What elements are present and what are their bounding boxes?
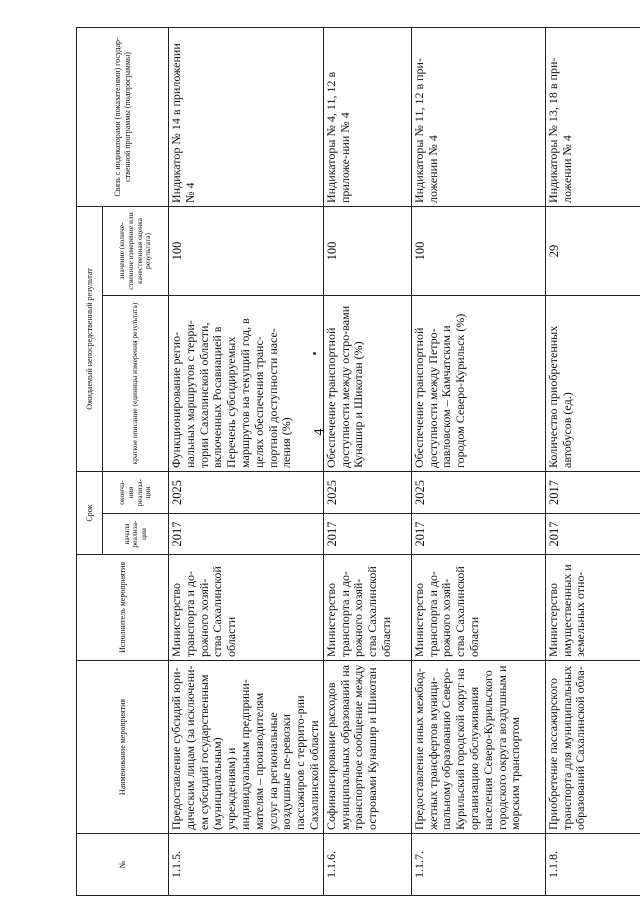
row-end-year: 2025	[323, 471, 411, 513]
row-number: 1.1.7.	[411, 834, 545, 896]
row-end-year: 2025	[169, 471, 324, 513]
measures-table	[76, 27, 640, 896]
row-end-year: 2017	[545, 471, 640, 513]
table-row	[323, 27, 411, 895]
table-row	[545, 27, 640, 895]
header-executor: Исполнитель мероприятия	[77, 555, 169, 661]
row-result-value: 29	[545, 206, 640, 295]
header-expected-result: Ожидаемый непосредственный результат	[77, 206, 103, 471]
row-indicator-link: Индикаторы № 13, 18 в при-ложении № 4	[545, 27, 640, 206]
row-indicator-link: Индикаторы № 4, 11, 12 в приложе-нии № 4	[323, 27, 411, 206]
row-result-description: Функционирование регио-нальных маршрутов с терри-тории Сахалинской области, включенных Росавиацией в Перечень субсидируемых маршрутов на текущий год, в целях обеспечения транс-портной доступности насе-ления (%)	[169, 295, 324, 471]
row-end-year: 2025	[411, 471, 545, 513]
row-result-description: Количество приобретенных автобусов (ед.)	[545, 295, 640, 471]
row-measure-name: Софинансирование расходов муниципальных образований на транспортное сообщение между островами Кунашир и Шикотан	[323, 661, 411, 834]
row-executor: Министерство транспорта и до-рожного хозяй-ства Сахалинской области	[169, 555, 324, 661]
row-start-year: 2017	[545, 514, 640, 555]
row-indicator-link: Индикаторы № 11, 12 в при-ложении № 4	[411, 27, 545, 206]
document-table	[76, 28, 636, 896]
row-measure-name: Предоставление иных межбюд-жетных трансфертов муници-пальному образованию Северо-Курильский городской округ на организацию обслуживания населения Северо-Курильского городского округа воздушным и морским транспортом	[411, 661, 545, 834]
row-start-year: 2017	[169, 514, 324, 555]
header-term-end: оконча-ния реализа-ции	[103, 471, 169, 513]
table-row	[411, 27, 545, 895]
row-executor: Министерство транспорта и до-рожного хозяй-ства Сахалинской области	[411, 555, 545, 661]
row-result-description: Обеспечение транспортной доступности между остро-вами Кунашир и Шикотан (%)	[323, 295, 411, 471]
row-start-year: 2017	[411, 514, 545, 555]
row-indicator-link: Индикатор № 14 в приложении № 4	[169, 27, 324, 206]
row-executor: Министерство имущественных и земельных отно-	[545, 555, 640, 661]
row-result-value: 100	[169, 206, 324, 295]
header-short-description: краткое описание (единицы измерения результата)	[103, 295, 169, 471]
header-link-indicators: Связь с индикаторами (показателями) государ-ственной программы (подпрограммы)	[77, 27, 169, 206]
header-number: №	[77, 834, 169, 896]
row-number: 1.1.6.	[323, 834, 411, 896]
header-term: Срок	[77, 471, 103, 554]
header-name: Наименование мероприятия	[77, 661, 169, 834]
row-result-value: 100	[411, 206, 545, 295]
row-number: 1.1.8.	[545, 834, 640, 896]
row-result-value: 100	[323, 206, 411, 295]
row-result-description: Обеспечение транспортной доступности между Петро-павловском – Камчатским и городом Северо-Курильск (%)	[411, 295, 545, 471]
row-executor: Министерство транспорта и до-рожного хозяй-ства Сахалинской области	[323, 555, 411, 661]
row-number: 1.1.5.	[169, 834, 324, 896]
header-value: значение (количе-ственное измерение или качественная оценка результата)	[103, 206, 169, 295]
page-number: 4	[312, 428, 327, 436]
row-start-year: 2017	[323, 514, 411, 555]
row-measure-name: Приобретение пассажирского транспорта для муниципальных образований Сахалинской обла-	[545, 661, 640, 834]
row-measure-name: Предоставление субсидий юри-дическим лицам (за исключени-ем субсидий государственным (муниципальным) учреждениям) и индивидуальным предприни-мателям – производителям услуг на региональные воздушные пе-ревозки пассажиров с террито-рии Сахалинской области	[169, 661, 324, 834]
header-term-start: начала реализа-ции	[103, 514, 169, 555]
table-row	[169, 27, 324, 895]
